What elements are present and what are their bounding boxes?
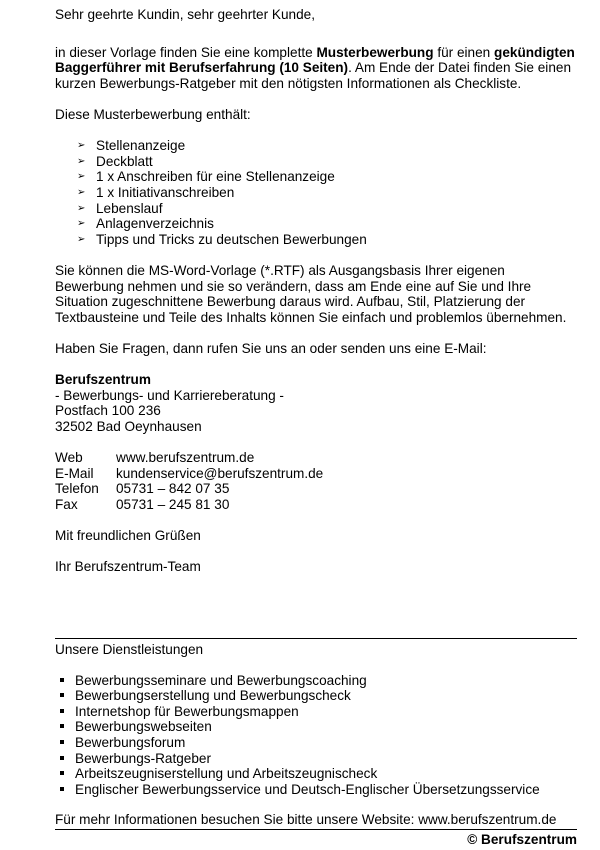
divider	[55, 829, 577, 830]
intro-paragraph	[55, 45, 577, 92]
letter-body	[55, 7, 577, 575]
services-list	[55, 673, 577, 798]
contact-label: Telefon	[55, 481, 99, 497]
list-item	[77, 185, 577, 201]
list-item-label: Bewerbungs-Ratgeber	[75, 750, 212, 766]
list-item-label: 1 x Anschreiben für eine Stellenanzeige	[96, 169, 335, 185]
contact-label: Fax	[55, 496, 78, 512]
list-item	[60, 766, 577, 782]
greeting: Sehr geehrte Kundin, sehr geehrter Kunde,	[55, 7, 315, 22]
company-address	[55, 372, 577, 434]
intro-text-1: in dieser Vorlage finden Sie eine komplette	[55, 44, 317, 60]
arrow-bullet-icon: ➢	[77, 218, 86, 230]
table-row	[55, 466, 323, 482]
square-bullet-icon	[60, 678, 64, 682]
list-item-label: Arbeitszeugniserstellung und Arbeitszeugnischeck	[75, 766, 378, 782]
questions-paragraph: Haben Sie Fragen, dann rufen Sie uns an oder senden uns eine E-Mail:	[55, 340, 487, 356]
email-link[interactable]: kundenservice@berufszentrum.de	[116, 465, 324, 481]
company-name	[55, 372, 577, 388]
website-note: Für mehr Informationen besuchen Sie bitte unsere Website: www.berufszentrum.de	[55, 812, 557, 828]
intro-bold-1: Musterbewerbung	[316, 44, 434, 60]
list-item	[77, 201, 577, 217]
list-item	[60, 719, 577, 735]
list-item-label: Lebenslauf	[96, 200, 163, 216]
intro-text-3: . Am Ende der Datei finden Sie einen kurzen Bewerbungs-Ratgeber mit den nötigsten Informationen als Checkliste.	[55, 60, 572, 91]
table-row	[55, 481, 323, 497]
divider	[55, 638, 577, 639]
arrow-bullet-icon: ➢	[77, 155, 86, 167]
list-item	[60, 704, 577, 720]
company-city: 32502 Bad Oeynhausen	[55, 418, 202, 434]
arrow-bullet-icon: ➢	[77, 233, 86, 245]
list-item	[60, 673, 577, 689]
list-item-label: Stellenanzeige	[96, 138, 186, 154]
usage-paragraph: Sie können die MS-Word-Vorlage (*.RTF) als Ausgangsbasis Ihrer eigenen Bewerbung nehmen und sie so verändern, dass am Ende eine auf Sie und Ihre Situation zugeschnittene Bewerbung daraus wird. Aufbau, Stil, Platzierung der Textbausteine und Teile des Inhalts können Sie einfach und problemlos übernehmen.	[55, 262, 567, 325]
services-heading: Unsere Dienstleistungen	[55, 642, 204, 657]
company-postbox: Postfach 100 236	[55, 403, 161, 419]
contact-table	[55, 450, 323, 512]
intro-text-2: für einen	[433, 44, 495, 60]
list-item-label: Internetshop für Bewerbungsmappen	[75, 703, 299, 719]
table-row	[55, 450, 323, 466]
table-row	[55, 497, 323, 513]
company-tagline: - Bewerbungs- und Karriereberatung -	[55, 387, 284, 403]
signature: Ihr Berufszentrum-Team	[55, 559, 201, 575]
square-bullet-icon	[60, 787, 64, 791]
contact-label: E-Mail	[55, 465, 94, 481]
fax-number: 05731 – 245 81 30	[116, 496, 230, 512]
square-bullet-icon	[60, 756, 64, 760]
list-item	[77, 138, 577, 154]
list-item-label: 1 x Initiativanschreiben	[96, 184, 235, 200]
company-name-text: Berufszentrum	[55, 372, 151, 388]
phone-number: 05731 – 842 07 35	[116, 481, 230, 497]
list-item-label: Bewerbungswebseiten	[75, 719, 212, 735]
list-item	[77, 232, 577, 248]
list-item-label: Englischer Bewerbungsservice und Deutsch-Englischer Übersetzungsservice	[75, 781, 540, 797]
copyright-notice: © Berufszentrum	[467, 832, 577, 847]
arrow-bullet-icon: ➢	[77, 171, 86, 183]
services-section	[55, 642, 577, 828]
list-item	[60, 688, 577, 704]
list-item-label: Anlagenverzeichnis	[96, 216, 214, 232]
website-link[interactable]: www.berufszentrum.de	[116, 450, 255, 466]
list-item	[60, 751, 577, 767]
closing: Mit freundlichen Grüßen	[55, 528, 201, 543]
list-item-label: Bewerbungserstellung und Bewerbungscheck	[75, 688, 351, 704]
square-bullet-icon	[60, 771, 64, 775]
list-item-label: Bewerbungsforum	[75, 734, 186, 750]
list-item	[60, 735, 577, 751]
contents-heading: Diese Musterbewerbung enthält:	[55, 106, 251, 122]
square-bullet-icon	[60, 724, 64, 728]
arrow-bullet-icon: ➢	[77, 202, 86, 214]
list-item	[77, 216, 577, 232]
square-bullet-icon	[60, 693, 64, 697]
list-item	[77, 169, 577, 185]
arrow-bullet-icon: ➢	[77, 186, 86, 198]
contact-label: Web	[55, 450, 83, 466]
list-item	[77, 154, 577, 170]
square-bullet-icon	[60, 740, 64, 744]
contents-list	[55, 138, 577, 247]
intro-bold-2: gekündigten Baggerführer mit Berufserfahrung (10 Seiten)	[55, 44, 575, 76]
list-item-label: Bewerbungsseminare und Bewerbungscoaching	[75, 672, 367, 688]
list-item	[60, 782, 577, 798]
list-item-label: Deckblatt	[96, 153, 153, 169]
arrow-bullet-icon: ➢	[77, 140, 86, 152]
list-item-label: Tipps und Tricks zu deutschen Bewerbungen	[96, 231, 367, 247]
square-bullet-icon	[60, 709, 64, 713]
